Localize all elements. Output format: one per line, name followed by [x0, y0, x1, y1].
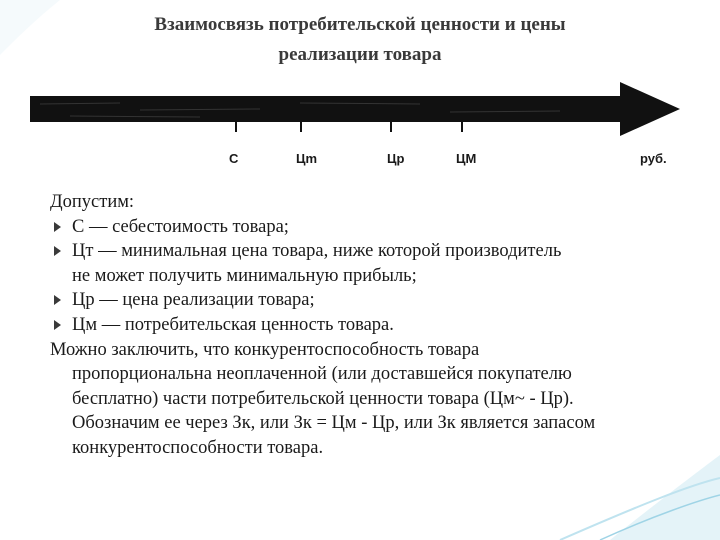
bullet-item	[50, 239, 690, 264]
bullet-arrow-icon	[54, 320, 61, 330]
axis-ticks	[236, 122, 462, 132]
title-line-2: реализации товара	[278, 44, 442, 65]
bullet-text: Цр — цена реализации товара;	[72, 290, 315, 311]
conclusion-line: Обозначим ее через Зк, или Зк = Цм - Цр, или Зк является запасом	[72, 413, 596, 434]
intro-text: Допустим:	[50, 192, 135, 212]
bullet-arrow-icon	[54, 222, 61, 232]
slide-body	[50, 190, 690, 461]
bullet-item	[50, 215, 690, 240]
axis-arrowhead	[620, 82, 680, 136]
bullet-item	[50, 313, 690, 338]
bullet-text: С — себестоимость товара;	[72, 216, 289, 237]
title-line-1: Взаимосвязь потребительской ценности и цены	[154, 14, 566, 35]
axis-label-cM: ЦM	[456, 151, 477, 166]
axis-shaft	[30, 96, 630, 122]
axis-label-c: С	[229, 151, 239, 166]
axis-label-rub: руб.	[640, 151, 667, 166]
bullet-arrow-icon	[54, 246, 61, 256]
price-axis-diagram	[0, 0, 720, 190]
bullet-arrow-icon	[54, 295, 61, 305]
conclusion-line: бесплатно) части потребительской ценности товара (Цм~ - Цр).	[72, 388, 574, 409]
conclusion-line: конкурентоспособности товара.	[72, 437, 324, 458]
bullet-text: Цм — потребительская ценность товара.	[72, 314, 394, 335]
conclusion-line: пропорциональна неоплаченной (или доставшейся покупателю	[72, 364, 572, 385]
bullet-continuation: не может получить минимальную прибыль;	[72, 265, 417, 286]
bullet-item	[50, 288, 690, 313]
axis-label-cm: Цm	[296, 151, 318, 166]
axis-label-cp: Цр	[387, 151, 405, 166]
conclusion-line: Можно заключить, что конкурентоспособность товара	[50, 339, 480, 360]
bullet-text: Цт — минимальная цена товара, ниже которой производитель	[72, 241, 562, 262]
